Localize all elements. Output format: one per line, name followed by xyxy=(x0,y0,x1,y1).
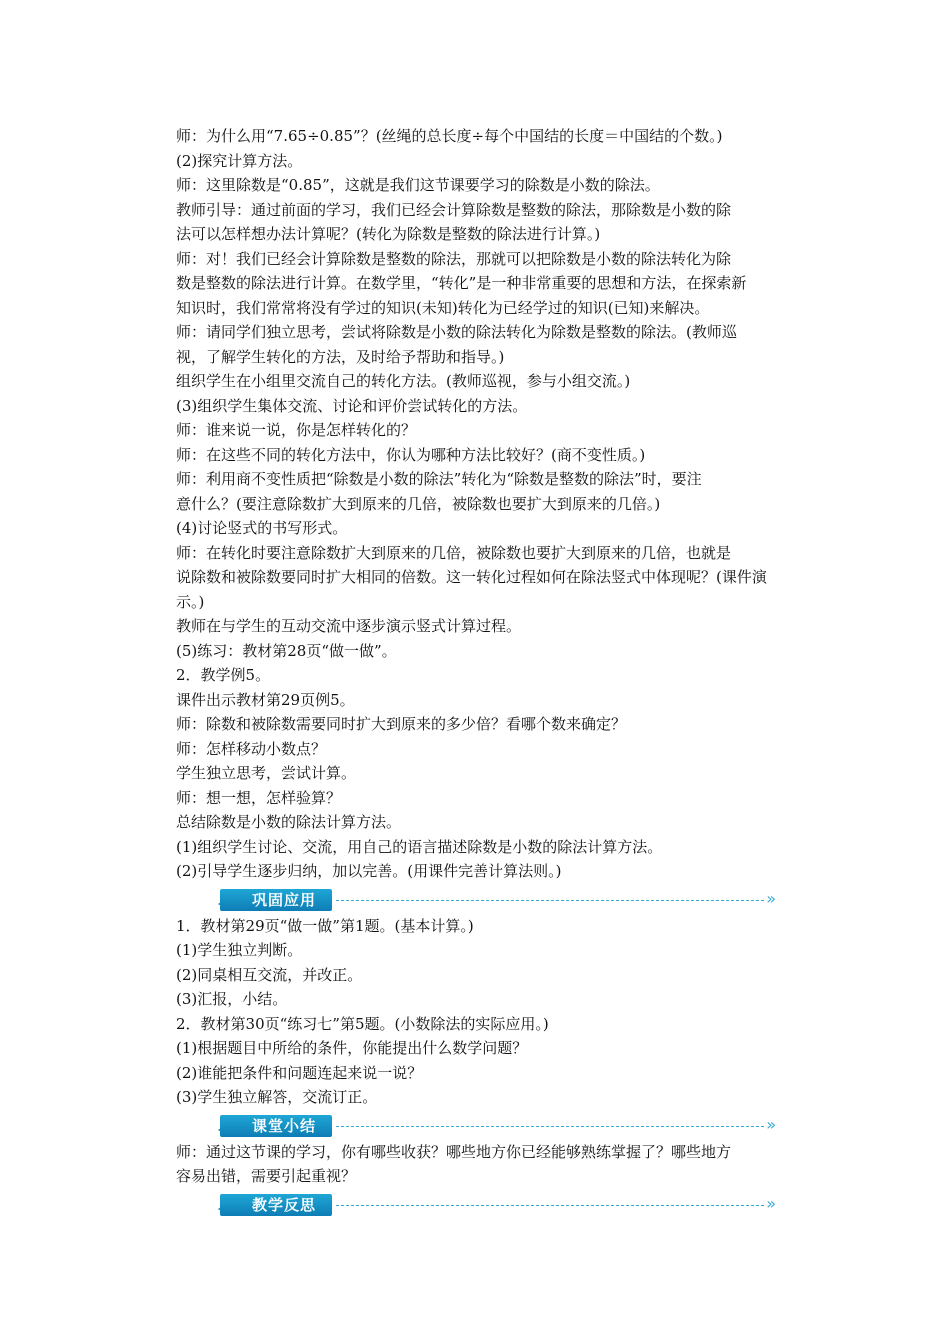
double-arrow-icon: » xyxy=(766,1114,776,1134)
text-line: 师：在这些不同的转化方法中，你认为哪种方法比较好？(商不变性质。) xyxy=(176,445,646,464)
text-line: (2)谁能把条件和问题连起来说一说？ xyxy=(176,1063,423,1082)
text-line: (2)引导学生逐步归纳，加以完善。(用课件完善计算法则。) xyxy=(176,862,562,880)
text-line: 知识时，我们常常将没有学过的知识(未知)转化为已经学过的知识(已知)来解决。 xyxy=(176,298,710,317)
text-line: 师：通过这节课的学习，你有哪些收获？哪些地方你已经能够熟练掌握了？哪些地方 xyxy=(176,1142,732,1161)
text-line: 示。) xyxy=(176,592,205,611)
section-reflection xyxy=(176,1191,816,1219)
text-line: (2)探究计算方法。 xyxy=(176,151,303,170)
section-divider xyxy=(336,1126,764,1127)
section-consolidate xyxy=(176,886,816,914)
section-divider xyxy=(336,1205,764,1206)
lesson-body-part-2 xyxy=(176,914,816,1110)
text-line: (1)学生独立判断。 xyxy=(176,941,303,959)
text-line: 2．教学例5。 xyxy=(176,666,271,684)
lesson-body-part-3 xyxy=(176,1140,816,1189)
section-title: 教学反思 xyxy=(220,1194,332,1216)
text-line: (1)组织学生讨论、交流，用自己的语言描述除数是小数的除法计算方法。 xyxy=(176,837,663,856)
text-line: 师：为什么用“7.65÷0.85”？(丝绳的总长度÷每个中国结的长度＝中国结的个数。) xyxy=(176,127,723,145)
text-line: 教师在与学生的互动交流中逐步演示竖式计算过程。 xyxy=(176,617,522,635)
text-line: 师：这里除数是“0.85”，这就是我们这节课要学习的除数是小数的除法。 xyxy=(176,176,660,194)
text-line: 师：在转化时要注意除数扩大到原来的几倍，被除数也要扩大到原来的几倍，也就是 xyxy=(176,543,732,562)
text-line: 师：除数和被除数需要同时扩大到原来的多少倍？看哪个数来确定？ xyxy=(176,715,627,733)
section-title: 巩固应用 xyxy=(220,889,332,911)
text-line: 师：谁来说一说，你是怎样转化的？ xyxy=(176,421,417,439)
text-line: 意什么？(要注意除数扩大到原来的几倍，被除数也要扩大到原来的几倍。) xyxy=(176,494,661,513)
text-line: 师：对！我们已经会计算除数是整数的除法，那就可以把除数是小数的除法转化为除 xyxy=(176,249,732,268)
text-line: 课件出示教材第29页例5。 xyxy=(176,690,355,709)
text-line: 视，了解学生转化的方法，及时给予帮助和指导。) xyxy=(176,347,505,366)
text-line: 师：想一想，怎样验算？ xyxy=(176,788,342,807)
text-line: 总结除数是小数的除法计算方法。 xyxy=(176,813,402,831)
lesson-body-part-1 xyxy=(176,124,816,884)
text-line: 教师引导：通过前面的学习，我们已经会计算除数是整数的除法，那除数是小数的除 xyxy=(176,200,732,219)
double-arrow-icon: » xyxy=(766,1193,776,1213)
text-line: 数是整数的除法进行计算。在数学里，“转化”是一种非常重要的思想和方法，在探索新 xyxy=(176,274,747,292)
text-line: 容易出错，需要引起重视？ xyxy=(176,1167,357,1185)
double-arrow-icon: » xyxy=(766,888,776,908)
text-line: 2．教材第30页“练习七”第5题。(小数除法的实际应用。) xyxy=(176,1014,549,1033)
text-line: (3)学生独立解答，交流订正。 xyxy=(176,1088,378,1106)
lesson-content xyxy=(176,124,816,1219)
text-line: (4)讨论竖式的书写形式。 xyxy=(176,519,348,537)
text-line: (3)汇报，小结。 xyxy=(176,990,288,1008)
text-line: 学生独立思考，尝试计算。 xyxy=(176,764,357,782)
text-line: (2)同桌相互交流，并改正。 xyxy=(176,965,363,984)
text-line: 法可以怎样想办法计算呢？(转化为除数是整数的除法进行计算。) xyxy=(176,225,601,243)
text-line: (3)组织学生集体交流、讨论和评价尝试转化的方法。 xyxy=(176,396,528,415)
text-line: (1)根据题目中所给的条件，你能提出什么数学问题？ xyxy=(176,1039,528,1057)
text-line: 师：利用商不变性质把“除数是小数的除法”转化为“除数是整数的除法”时，要注 xyxy=(176,470,702,488)
text-line: 说除数和被除数要同时扩大相同的倍数。这一转化过程如何在除法竖式中体现呢？(课件演 xyxy=(176,568,767,586)
section-summary xyxy=(176,1112,816,1140)
section-divider xyxy=(336,900,764,901)
text-line: 组织学生在小组里交流自己的转化方法。(教师巡视，参与小组交流。) xyxy=(176,372,631,390)
text-line: (5)练习：教材第28页“做一做”。 xyxy=(176,641,397,660)
text-line: 1．教材第29页“做一做”第1题。(基本计算。) xyxy=(176,916,474,935)
section-title: 课堂小结 xyxy=(220,1115,332,1137)
text-line: 师：怎样移动小数点？ xyxy=(176,739,327,758)
text-line: 师：请同学们独立思考，尝试将除数是小数的除法转化为除数是整数的除法。(教师巡 xyxy=(176,323,737,341)
